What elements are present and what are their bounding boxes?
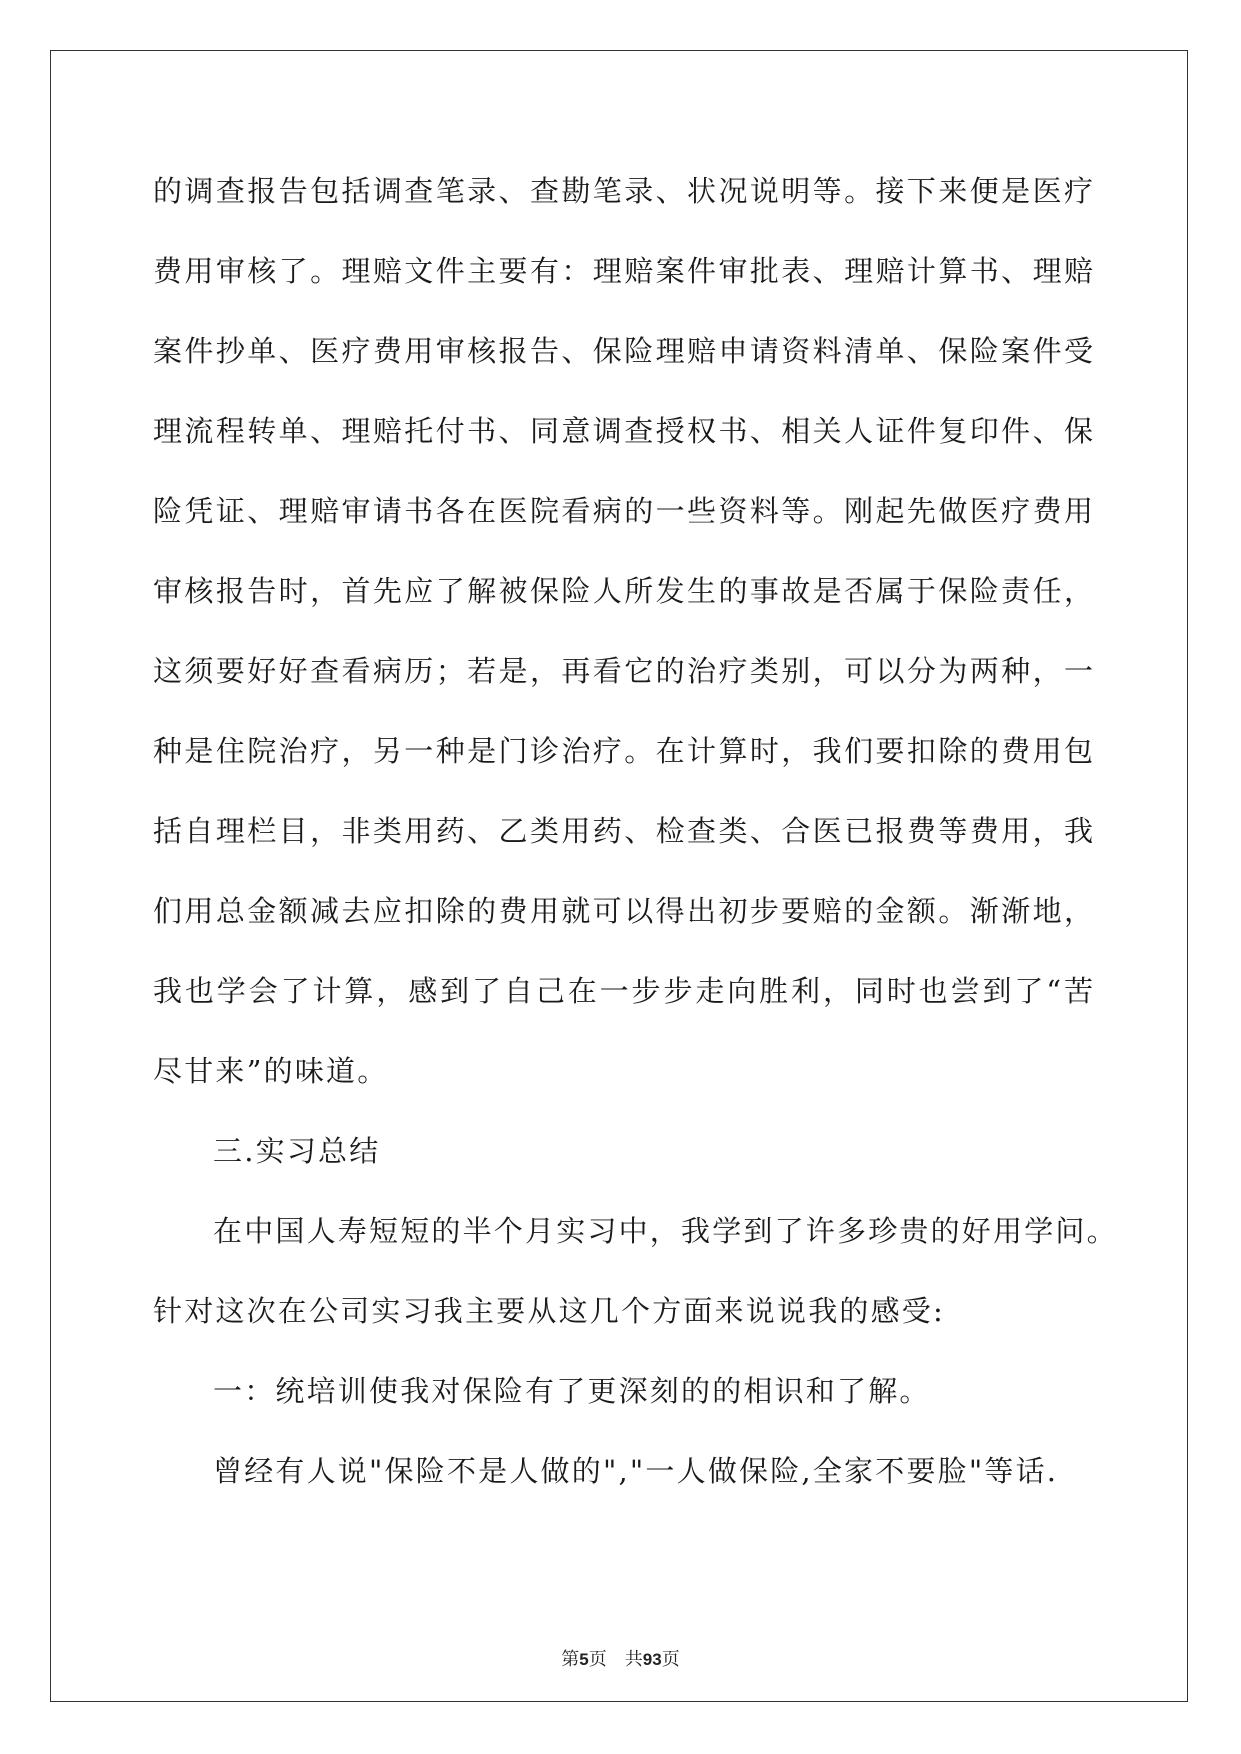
document-body: [153, 151, 1118, 1511]
paragraph-line: 费用审核了。理赔文件主要有：理赔案件审批表、理赔计算书、理赔: [153, 254, 1093, 288]
paragraph-line: 险凭证、理赔审请书各在医院看病的一些资料等。刚起先做医疗费用: [153, 494, 1093, 528]
paragraph-line: 在中国人寿短短的半个月实习中，我学到了许多珍贵的好用学问。: [213, 1214, 1118, 1248]
paragraph-line: 种是住院治疗，另一种是门诊治疗。在计算时，我们要扣除的费用包: [153, 734, 1093, 768]
page-footer: [0, 1645, 1241, 1671]
footer-page-suffix: 页: [588, 1649, 607, 1669]
footer-prefix: 第: [561, 1649, 580, 1669]
paragraph-line: 括自理栏目，非类用药、乙类用药、检查类、合医已报费等费用，我: [153, 814, 1093, 848]
paragraph-line: 的调查报告包括调查笔录、查勘笔录、状况说明等。接下来便是医疗: [153, 174, 1093, 208]
section-heading: 三.实习总结: [213, 1134, 381, 1168]
footer-total-suffix: 页: [661, 1649, 680, 1669]
paragraph-line: 理流程转单、理赔托付书、同意调查授权书、相关人证件复印件、保: [153, 414, 1093, 448]
paragraph-line: 们用总金额减去应扣除的费用就可以得出初步要赔的金额。渐渐地，: [153, 894, 1093, 928]
paragraph-line: 审核报告时，首先应了解被保险人所发生的事故是否属于保险责任，: [153, 574, 1093, 608]
footer-total-prefix: 共: [624, 1649, 643, 1669]
paragraph-line: 我也学会了计算，感到了自己在一步步走向胜利，同时也尝到了“苦: [153, 974, 1093, 1008]
paragraph-line: 尽甘来”的味道。: [153, 1054, 389, 1088]
paragraph-line: 这须要好好查看病历；若是，再看它的治疗类别，可以分为两种，一: [153, 654, 1093, 688]
paragraph-line: 针对这次在公司实习我主要从这几个方面来说说我的感受:: [153, 1294, 945, 1328]
paragraph-line: 案件抄单、医疗费用审核报告、保险理赔申请资料清单、保险案件受: [153, 334, 1093, 368]
paragraph-line: 曾经有人说"保险不是人做的","一人做保险,全家不要脸"等话.: [213, 1454, 1059, 1488]
page-number: 5: [579, 1650, 589, 1669]
paragraph-line: 一：统培训使我对保险有了更深刻的的相识和了解。: [213, 1374, 931, 1408]
total-pages: 93: [642, 1650, 662, 1669]
